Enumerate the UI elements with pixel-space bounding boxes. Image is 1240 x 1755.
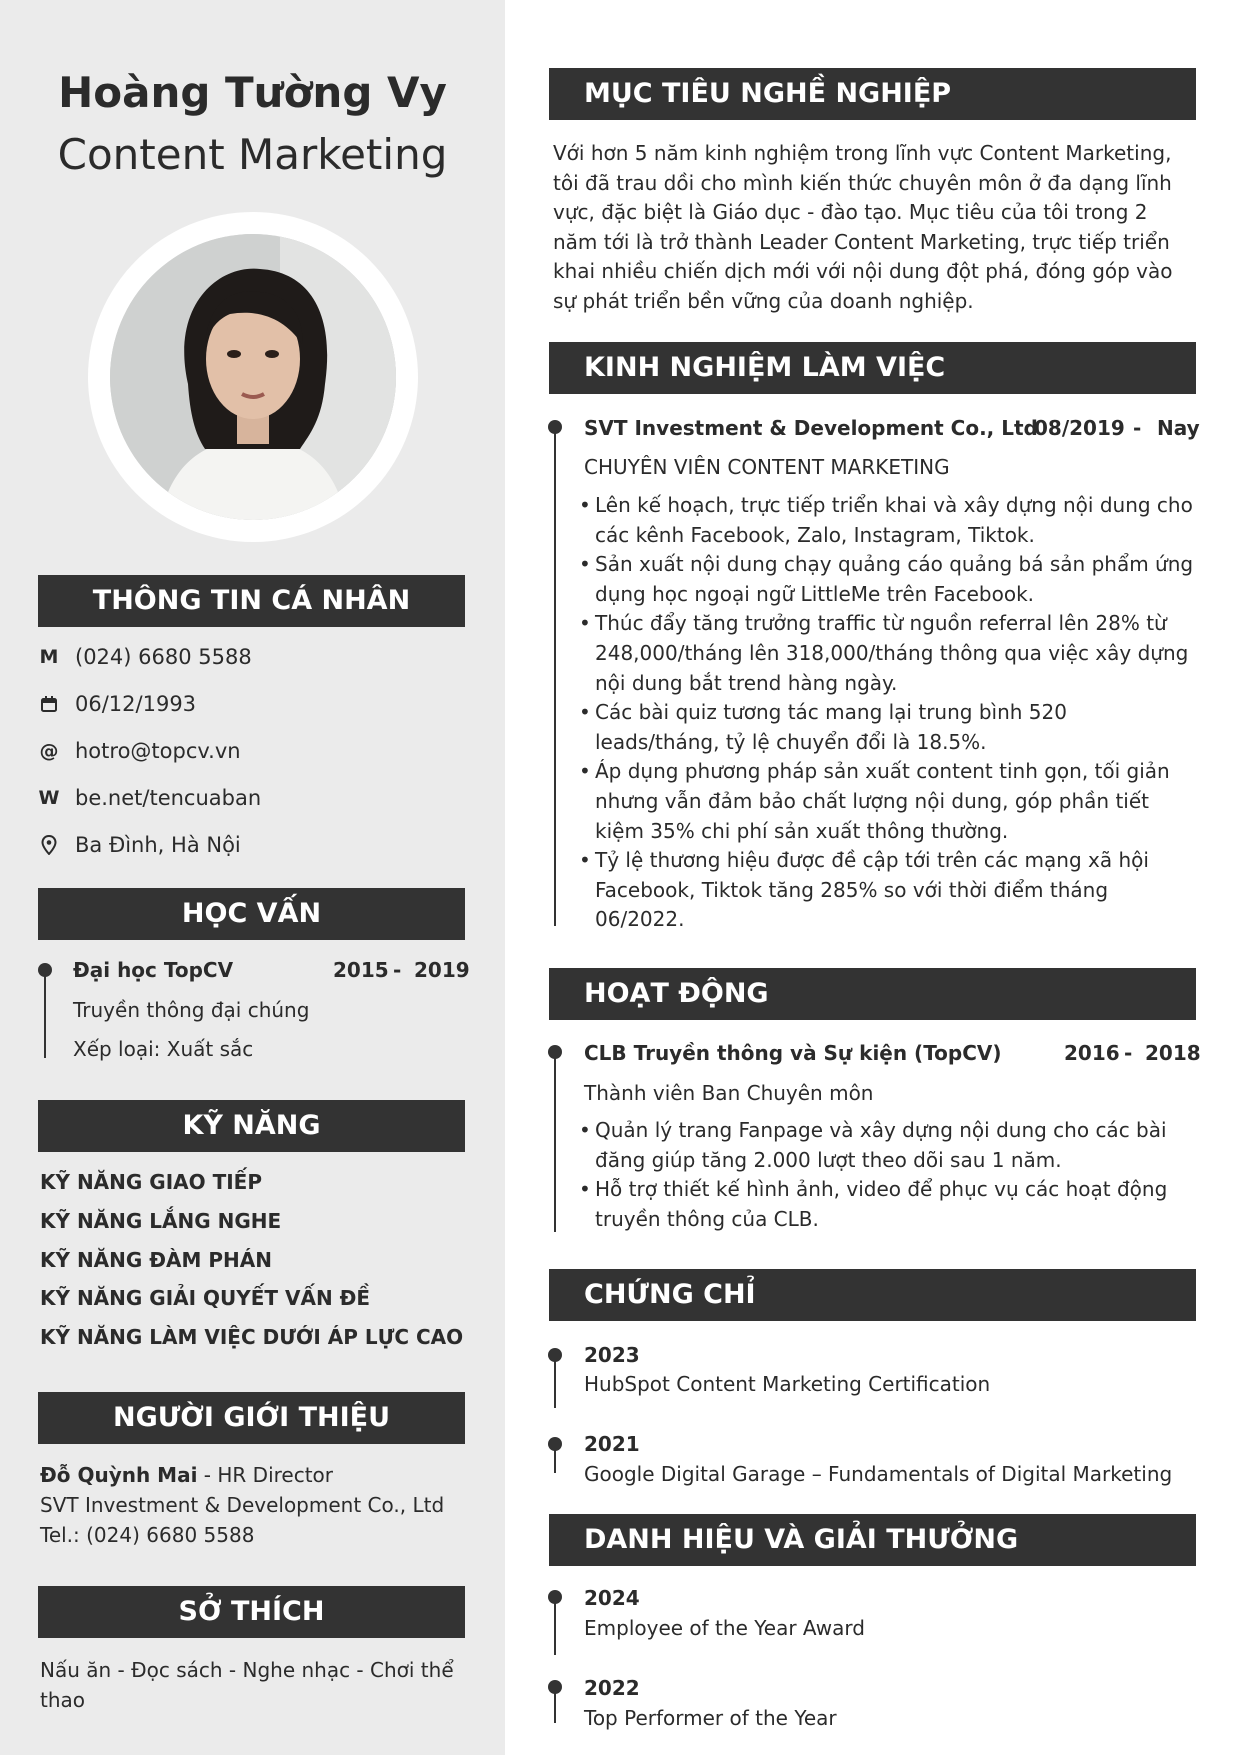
- contact-birthday-value: 06/12/1993: [75, 692, 197, 716]
- activities-start-year: 2016: [1064, 1041, 1120, 1065]
- education-end-year: 2019: [414, 958, 470, 982]
- education-date-separator: -: [393, 958, 402, 982]
- experience-end-date: Nay: [1157, 416, 1200, 440]
- contact-birthday: [38, 689, 196, 719]
- objective-text: Với hơn 5 năm kinh nghiệm trong lĩnh vực Content Marketing, tôi đã trau dồi cho mình kiến thức chuyên môn ở đa dạng lĩnh vực, đặc biệt là Giáo dục - đào tạo. Mục tiêu của tôi trong 2 năm tới là trở thành Leader Content Marketing, trực tiếp triển khai nhiều chiến dịch mới với nội dung đột phá, đóng góp vào sự phát triển bền vững của doanh nghiệp.: [553, 141, 1173, 313]
- education-timeline-line: [44, 968, 46, 1058]
- activities-bullet: • Quản lý trang Fanpage và xây dựng nội dung cho các bài đăng giúp tăng 2.000 lượt theo dõi sau 1 năm.: [595, 1116, 1195, 1175]
- personal-info-heading: THÔNG TIN CÁ NHÂN: [38, 575, 465, 627]
- certificate-name: HubSpot Content Marketing Certification: [584, 1372, 991, 1396]
- referee-company: SVT Investment & Development Co., Ltd: [40, 1493, 445, 1517]
- avatar-photo: [110, 234, 396, 520]
- experience-company: SVT Investment & Development Co., Ltd: [584, 416, 1038, 440]
- activities-bullets: [595, 1116, 1195, 1234]
- experience-bullet: • Sản xuất nội dung chạy quảng cáo quảng bá sản phẩm ứng dụng học ngoại ngữ LittleMe trên Facebook.: [595, 550, 1195, 609]
- activities-date-separator: -: [1124, 1041, 1133, 1065]
- award-timeline-dot: [548, 1590, 562, 1604]
- education-major: Truyền thông đại chúng: [73, 998, 310, 1022]
- contact-website: [38, 783, 261, 813]
- awards-heading: DANH HIỆU VÀ GIẢI THƯỞNG: [549, 1514, 1196, 1566]
- candidate-name: Hoàng Tường Vy: [58, 68, 447, 117]
- award-year: 2022: [584, 1676, 640, 1700]
- referee-details: [40, 1460, 470, 1550]
- phone-icon: M: [39, 646, 59, 668]
- certificates-heading: CHỨNG CHỈ: [549, 1269, 1196, 1321]
- calendar-icon: [38, 693, 60, 715]
- contact-website-value: be.net/tencuaban: [75, 786, 262, 810]
- objective-heading: MỤC TIÊU NGHỀ NGHIỆP: [549, 68, 1196, 120]
- experience-start-date: 08/2019: [1034, 416, 1125, 440]
- activities-heading: HOẠT ĐỘNG: [549, 968, 1196, 1020]
- email-icon: @: [39, 740, 59, 762]
- contact-location: [38, 830, 241, 860]
- experience-date-separator: -: [1133, 416, 1142, 440]
- experience-timeline-dot: [548, 420, 562, 434]
- contact-phone-value: (024) 6680 5588: [75, 645, 252, 669]
- referee-name: Đỗ Quỳnh Mai: [40, 1463, 198, 1487]
- activities-end-year: 2018: [1145, 1041, 1201, 1065]
- experience-bullet: • Thúc đẩy tăng trưởng traffic từ nguồn referral lên 28% từ 248,000/tháng lên 318,000/tháng thông qua việc xây dựng nội dung bắt trend hàng ngày.: [595, 609, 1195, 698]
- education-grade: Xếp loại: Xuất sắc: [73, 1037, 254, 1061]
- experience-timeline-line: [554, 428, 556, 926]
- experience-bullet: • Áp dụng phương pháp sản xuất content tinh gọn, tối giản nhưng vẫn đảm bảo chất lượng nội dung, góp phần tiết kiệm 35% chi phí sản xuất thông thường.: [595, 757, 1195, 846]
- certificate-timeline-dot: [548, 1348, 562, 1362]
- location-icon: [38, 834, 60, 856]
- experience-position: CHUYÊN VIÊN CONTENT MARKETING: [584, 455, 950, 479]
- certificate-timeline-line: [554, 1354, 556, 1408]
- activities-timeline-line: [554, 1052, 556, 1232]
- award-year: 2024: [584, 1586, 640, 1610]
- contact-location-value: Ba Đình, Hà Nội: [75, 833, 241, 857]
- experience-heading: KINH NGHIỆM LÀM VIỆC: [549, 342, 1196, 394]
- skill-item: KỸ NĂNG ĐÀM PHÁN: [40, 1248, 272, 1272]
- experience-bullet: • Tỷ lệ thương hiệu được đề cập tới trên các mạng xã hội Facebook, Tiktok tăng 285% so với thời điểm tháng 06/2022.: [595, 846, 1195, 935]
- award-name: Top Performer of the Year: [584, 1706, 837, 1730]
- referee-heading: NGƯỜI GIỚI THIỆU: [38, 1392, 465, 1444]
- education-start-year: 2015: [333, 958, 389, 982]
- skill-item: KỸ NĂNG LẮNG NGHE: [40, 1209, 282, 1233]
- contact-phone: [38, 642, 252, 672]
- activities-org: CLB Truyền thông và Sự kiện (TopCV): [584, 1041, 1002, 1065]
- certificate-year: 2023: [584, 1343, 640, 1367]
- hobbies-text: Nấu ăn - Đọc sách - Nghe nhạc - Chơi thể thao: [40, 1658, 454, 1712]
- award-name: Employee of the Year Award: [584, 1616, 865, 1640]
- experience-bullet: • Các bài quiz tương tác mang lại trung bình 520 leads/tháng, tỷ lệ chuyển đổi là 18.5%.: [595, 698, 1195, 757]
- activities-bullet: • Hỗ trợ thiết kế hình ảnh, video để phục vụ các hoạt động truyền thông của CLB.: [595, 1175, 1195, 1234]
- certificate-year: 2021: [584, 1432, 640, 1456]
- experience-bullet: • Lên kế hoạch, trực tiếp triển khai và xây dựng nội dung cho các kênh Facebook, Zalo, Instagram, Tiktok.: [595, 491, 1195, 550]
- website-icon: W: [38, 787, 60, 809]
- education-school: Đại học TopCV: [73, 958, 234, 982]
- referee-phone: Tel.: (024) 6680 5588: [40, 1523, 255, 1547]
- contact-email-value: hotro@topcv.vn: [75, 739, 241, 763]
- skill-item: KỸ NĂNG GIẢI QUYẾT VẤN ĐỀ: [40, 1286, 371, 1310]
- hobbies-heading: SỞ THÍCH: [38, 1586, 465, 1638]
- skill-item: KỸ NĂNG LÀM VIỆC DƯỚI ÁP LỰC CAO: [40, 1325, 464, 1349]
- award-timeline-dot: [548, 1680, 562, 1694]
- education-timeline-dot: [38, 963, 52, 977]
- referee-title: - HR Director: [197, 1463, 334, 1487]
- experience-bullets: [595, 491, 1195, 935]
- certificate-timeline-dot: [548, 1437, 562, 1451]
- skill-item: KỸ NĂNG GIAO TIẾP: [40, 1170, 262, 1194]
- avatar-frame: [88, 212, 418, 542]
- avatar: [110, 234, 396, 520]
- certificate-name: Google Digital Garage – Fundamentals of Digital Marketing: [584, 1462, 1173, 1486]
- activities-timeline-dot: [548, 1045, 562, 1059]
- skills-heading: KỸ NĂNG: [38, 1100, 465, 1152]
- contact-email: [38, 736, 241, 766]
- award-timeline-line: [554, 1597, 556, 1655]
- candidate-role: Content Marketing: [57, 130, 448, 179]
- activities-role: Thành viên Ban Chuyên môn: [584, 1081, 874, 1105]
- education-heading: HỌC VẤN: [38, 888, 465, 940]
